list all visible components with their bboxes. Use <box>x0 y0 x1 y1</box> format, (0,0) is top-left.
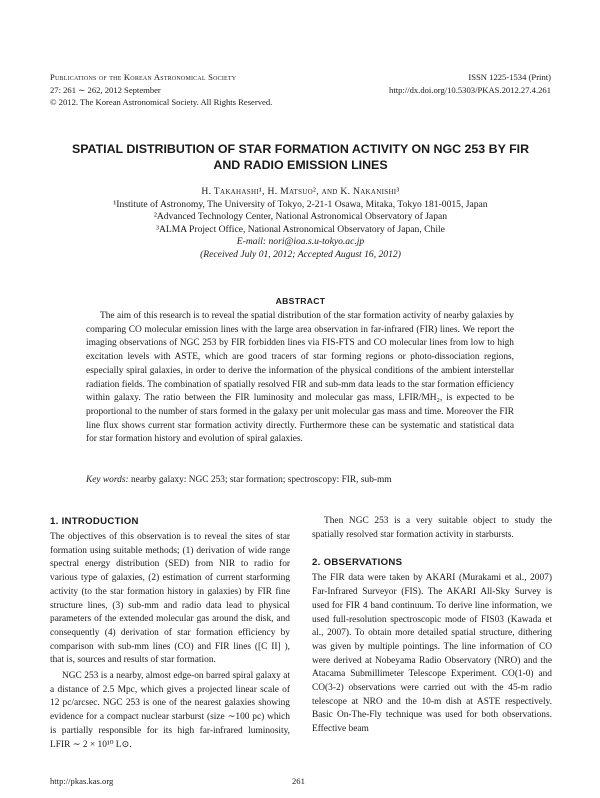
received-dates: (Received July 01, 2012; Accepted August 16, 2012) <box>200 248 401 260</box>
keywords <box>86 474 514 488</box>
affiliation-3: ³ALMA Project Office, National Astronomical Observatory of Japan, Chile <box>156 223 445 235</box>
intro-paragraph-3: Then NGC 253 is a very suitable object to study the spatially resolved star formation activity in starbursts. <box>312 516 552 540</box>
doi-link[interactable]: http://dx.doi.org/10.5303/PKAS.2012.27.4.261 <box>389 84 551 95</box>
left-column <box>50 515 290 752</box>
footer-url[interactable]: http://pkas.kas.org <box>50 776 114 786</box>
title-line-1: SPATIAL DISTRIBUTION OF STAR FORMATION ACTIVITY ON NGC 253 BY FIR <box>71 142 530 156</box>
keywords-text: nearby galaxy: NGC 253; star formation; spectroscopy: FIR, sub-mm <box>130 475 392 485</box>
section-heading-introduction: 1. INTRODUCTION <box>50 516 139 527</box>
author-email[interactable]: E-mail: nori@ioa.s.u-tokyo.ac.jp <box>236 236 365 248</box>
abstract-heading: ABSTRACT <box>275 296 326 306</box>
right-column <box>312 515 552 737</box>
observations-paragraph-1: The FIR data were taken by AKARI (Murakami et al., 2007) Far-Infrared Surveyor (FIS). The AKARI All-Sky Survey is used for FIR 4 band continuum. To derive line information, we used full-resolution spectroscopic mode of FIS03 (Kawada et al., 2007). To obtain more detailed spatial structure, dithering was given by multiple pointings. The line information of CO were derived at Nobeyama Radio Observatory (NRO) and the Atacama Submillimeter Telescope Experiment. CO(1-0) and CO(3-2) observations were carried out with the 45-m radio telescope at NRO and the 10-m dish at ASTE respectively. Basic On-The-Fly technique was used for both observations. Effective beam <box>312 573 552 735</box>
volume-line: 27: 261 ∼ 262, 2012 September <box>50 84 161 95</box>
intro-paragraph-1: The objectives of this observation is to reveal the sites of star formation using suitable methods; (1) derivation of wide range spectral energy distribution (SED) from NIR to radio for various type of galaxies, (2) estimation of current starforming activity (to the star formation history in galaxies) by FIR fine structure lines, (3) sub-mm and radio data lead to physical parameters of the extended molecular gas around the disk, and consequently (4) derivation of star formation efficiency by comparison with sub-mm lines (CO) and FIR lines ([C II] ), that is, sources and results of star formation. <box>50 532 290 666</box>
title-line-2: AND RADIO EMISSION LINES <box>213 158 388 172</box>
keywords-label: Key words: <box>86 475 129 485</box>
intro-paragraph-2: NGC 253 is a nearby, almost edge-on barred spiral galaxy at a distance of 2.5 Mpc, which gives a projected linear scale of 12 pc/arcsec. NGC 253 is one of the nearest galaxies showing evidence for a compact nuclear starburst (size ∼100 pc) which is partially responsible for its high far-infrared luminosity, LFIR ∼ 2 × 10¹⁰ L⊙. <box>50 671 290 750</box>
copyright-line: © 2012. The Korean Astronomical Society. All Rights Reserved. <box>50 97 273 107</box>
page-number: 261 <box>292 776 305 786</box>
journal-header <box>50 71 272 109</box>
issn: ISSN 1225-1534 (Print) <box>468 72 551 82</box>
journal-ids <box>389 71 551 96</box>
section-heading-observations: 2. OBSERVATIONS <box>312 557 403 569</box>
author-block <box>50 186 551 262</box>
journal-name: Publications of the Korean Astronomical Society <box>50 72 237 82</box>
paper-title <box>50 141 551 173</box>
author-names: H. Takahashi¹, H. Matsuo², and K. Nakanishi³ <box>201 186 400 197</box>
abstract-text: The aim of this research is to reveal the spatial distribution of the star formation activity of nearby galaxies by comparing CO molecular emission lines with the large area observation in far-infrared (FIR) lines. We report the imaging observations of NGC 253 by FIR forbidden lines via FIS-FTS and CO molecular lines from low to high excitation levels with ASTE, which are good tracers of star forming regions or photo-dissociation regions, especially spiral galaxies, in order to derive the information of the physical conditions of the ambient interstellar radiation fields. The combination of spatially resolved FIR and sub-mm data leads to the star formation efficiency within galaxy. The ratio between the FIR luminosity and molecular gas mass, LFIR/MH₂, is expected to be proportional to the number of stars formed in the galaxy per unit molecular gas mass and time. Moreover the FIR line flux shows current star formation activity directly. Furthermore these can be systematic and statistical data for star formation history and evolution of spiral galaxies. <box>86 311 514 445</box>
affiliation-1: ¹Institute of Astronomy, The University of Tokyo, 2-21-1 Osawa, Mitaka, Tokyo 181-0015, Japan <box>113 198 488 210</box>
affiliation-2: ²Advanced Technology Center, National Astronomical Observatory of Japan <box>153 211 448 223</box>
